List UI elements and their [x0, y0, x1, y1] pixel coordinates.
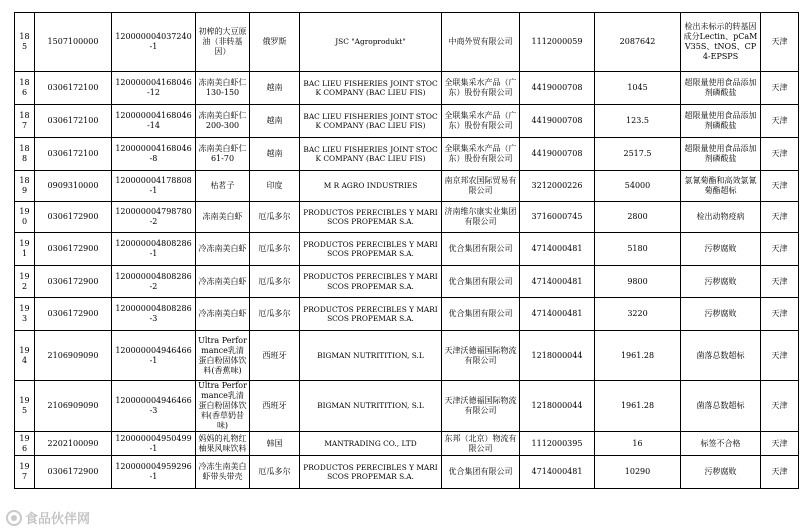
- rejection-reason-cell: 超限量使用食品添加剂磷酸盐: [681, 138, 761, 171]
- rejection-reason-cell: 氯氰菊酯和高效氯氰菊酯超标: [681, 171, 761, 202]
- record-code-cell: 120000004808286-2: [112, 266, 196, 298]
- hs-code-cell: 0306172900: [35, 456, 112, 489]
- row-number-cell: 187: [15, 105, 35, 138]
- importer-name-cell: 优合集团有限公司: [442, 233, 520, 266]
- hs-code-cell: 0306172100: [35, 105, 112, 138]
- row-number-cell: 185: [15, 13, 35, 72]
- quantity-cell: 2517.5: [595, 138, 681, 171]
- registration-number-cell: 1112000059: [520, 13, 595, 72]
- quantity-cell: 5180: [595, 233, 681, 266]
- importer-name-cell: 中商外贸有限公司: [442, 13, 520, 72]
- watermark: [6, 508, 90, 527]
- record-code-cell: 120000004946466-1: [112, 331, 196, 381]
- product-name-cell: Ultra Performance乳清蛋白粉固体饮料(香草奶昔味): [196, 381, 250, 432]
- record-code-cell: 120000004808286-1: [112, 233, 196, 266]
- producer-name-cell: BAC LIEU FISHERIES JOINT STOCK COMPANY (BAC LIEU FIS): [300, 138, 442, 171]
- product-name-cell: 冷冻南美白虾: [196, 298, 250, 331]
- hs-code-cell: 0909310000: [35, 171, 112, 202]
- record-code-cell: 120000004808286-3: [112, 298, 196, 331]
- port-cell: 天津: [761, 202, 799, 233]
- rejection-reason-cell: 污秽腐败: [681, 456, 761, 489]
- producer-name-cell: PRODUCTOS PERECIBLES Y MARISCOS PROPEMAR S.A.: [300, 202, 442, 233]
- importer-name-cell: 天津沃德福国际物流有限公司: [442, 331, 520, 381]
- rejection-table: [14, 12, 799, 489]
- registration-number-cell: 3212000226: [520, 171, 595, 202]
- hs-code-cell: 0306172900: [35, 298, 112, 331]
- hs-code-cell: 2106909090: [35, 331, 112, 381]
- product-name-cell: 枯茗子: [196, 171, 250, 202]
- origin-country-cell: 韩国: [250, 432, 300, 456]
- quantity-cell: 10290: [595, 456, 681, 489]
- importer-name-cell: 全联集采水产品（广东）股份有限公司: [442, 72, 520, 105]
- quantity-cell: 54000: [595, 171, 681, 202]
- row-number-cell: 190: [15, 202, 35, 233]
- row-number-cell: 195: [15, 381, 35, 432]
- origin-country-cell: 厄瓜多尔: [250, 456, 300, 489]
- registration-number-cell: 1112000395: [520, 432, 595, 456]
- producer-name-cell: BIGMAN NUTRITITION, S.L: [300, 331, 442, 381]
- hs-code-cell: 0306172100: [35, 138, 112, 171]
- hs-code-cell: 0306172900: [35, 233, 112, 266]
- origin-country-cell: 西班牙: [250, 381, 300, 432]
- record-code-cell: 120000004168046-12: [112, 72, 196, 105]
- producer-name-cell: M R AGRO INDUSTRIES: [300, 171, 442, 202]
- record-code-cell: 120000004178808-1: [112, 171, 196, 202]
- row-number-cell: 188: [15, 138, 35, 171]
- origin-country-cell: 厄瓜多尔: [250, 298, 300, 331]
- registration-number-cell: 4419000708: [520, 72, 595, 105]
- quantity-cell: 2800: [595, 202, 681, 233]
- record-code-cell: 120000004168046-14: [112, 105, 196, 138]
- origin-country-cell: 厄瓜多尔: [250, 202, 300, 233]
- registration-number-cell: 1218000044: [520, 331, 595, 381]
- rejection-reason-cell: 检出未标示的转基因成分Lectin、pCaMV35S、tNOS、CP4-EPSPS: [681, 13, 761, 72]
- origin-country-cell: 越南: [250, 138, 300, 171]
- hs-code-cell: 0306172900: [35, 202, 112, 233]
- port-cell: 天津: [761, 331, 799, 381]
- product-name-cell: Ultra Performance乳清蛋白粉固体饮料(香蕉味): [196, 331, 250, 381]
- row-number-cell: 196: [15, 432, 35, 456]
- quantity-cell: 1045: [595, 72, 681, 105]
- origin-country-cell: 越南: [250, 72, 300, 105]
- product-name-cell: 冷冻南美白虾: [196, 266, 250, 298]
- registration-number-cell: 4714000481: [520, 298, 595, 331]
- table-row: [15, 381, 799, 432]
- product-name-cell: 妈妈的礼物红柚果风味饮料: [196, 432, 250, 456]
- origin-country-cell: 印度: [250, 171, 300, 202]
- product-name-cell: 冻南美白虾仁61-70: [196, 138, 250, 171]
- rejection-reason-cell: 污秽腐败: [681, 266, 761, 298]
- rejection-reason-cell: 菌落总数超标: [681, 381, 761, 432]
- table-row: [15, 456, 799, 489]
- logo-icon: [6, 510, 22, 526]
- rejection-reason-cell: 超限量使用食品添加剂磷酸盐: [681, 72, 761, 105]
- product-name-cell: 初榨的大豆原油（非转基因）: [196, 13, 250, 72]
- table-row: [15, 331, 799, 381]
- quantity-cell: 2087642: [595, 13, 681, 72]
- table-row: [15, 72, 799, 105]
- port-cell: 天津: [761, 105, 799, 138]
- port-cell: 天津: [761, 233, 799, 266]
- record-code-cell: 120000004798780-2: [112, 202, 196, 233]
- hs-code-cell: 2202100090: [35, 432, 112, 456]
- watermark-text: 食品伙伴网: [25, 512, 91, 527]
- importer-name-cell: 东邦（北京）物流有限公司: [442, 432, 520, 456]
- registration-number-cell: 1218000044: [520, 381, 595, 432]
- table-row: [15, 266, 799, 298]
- quantity-cell: 9800: [595, 266, 681, 298]
- quantity-cell: 3220: [595, 298, 681, 331]
- record-code-cell: 120000004168046-8: [112, 138, 196, 171]
- producer-name-cell: BAC LIEU FISHERIES JOINT STOCK COMPANY (BAC LIEU FIS): [300, 72, 442, 105]
- importer-name-cell: 济南维尔康实业集团有限公司: [442, 202, 520, 233]
- origin-country-cell: 厄瓜多尔: [250, 266, 300, 298]
- port-cell: 天津: [761, 381, 799, 432]
- producer-name-cell: PRODUCTOS PERECIBLES Y MARISCOS PROPEMAR S.A.: [300, 266, 442, 298]
- table-row: [15, 13, 799, 72]
- row-number-cell: 197: [15, 456, 35, 489]
- registration-number-cell: 4714000481: [520, 266, 595, 298]
- registration-number-cell: 3716000745: [520, 202, 595, 233]
- registration-number-cell: 4419000708: [520, 105, 595, 138]
- port-cell: 天津: [761, 432, 799, 456]
- rejection-reason-cell: 超限量使用食品添加剂磷酸盐: [681, 105, 761, 138]
- quantity-cell: 1961.28: [595, 381, 681, 432]
- table-body: [15, 13, 799, 489]
- importer-name-cell: 优合集团有限公司: [442, 266, 520, 298]
- port-cell: 天津: [761, 138, 799, 171]
- row-number-cell: 191: [15, 233, 35, 266]
- port-cell: 天津: [761, 171, 799, 202]
- row-number-cell: 193: [15, 298, 35, 331]
- producer-name-cell: PRODUCTOS PERECIBLES Y MARISCOS PROPEMAR S.A.: [300, 233, 442, 266]
- product-name-cell: 冷冻生南美白虾带头带壳: [196, 456, 250, 489]
- inspection-record-sheet: [14, 12, 798, 489]
- quantity-cell: 123.5: [595, 105, 681, 138]
- producer-name-cell: PRODUCTOS PERECIBLES Y MARISCOS PROPEMAR S.A.: [300, 456, 442, 489]
- table-row: [15, 298, 799, 331]
- port-cell: 天津: [761, 298, 799, 331]
- quantity-cell: 1961.28: [595, 331, 681, 381]
- rejection-reason-cell: 标签不合格: [681, 432, 761, 456]
- port-cell: 天津: [761, 456, 799, 489]
- quantity-cell: 16: [595, 432, 681, 456]
- row-number-cell: 189: [15, 171, 35, 202]
- rejection-reason-cell: 污秽腐败: [681, 233, 761, 266]
- record-code-cell: 120000004946466-3: [112, 381, 196, 432]
- hs-code-cell: 2106909090: [35, 381, 112, 432]
- record-code-cell: 120000004950499-1: [112, 432, 196, 456]
- table-row: [15, 138, 799, 171]
- producer-name-cell: PRODUCTOS PERECIBLES Y MARISCOS PROPEMAR S.A.: [300, 298, 442, 331]
- importer-name-cell: 全联集采水产品（广东）股份有限公司: [442, 138, 520, 171]
- port-cell: 天津: [761, 72, 799, 105]
- product-name-cell: 冻南美白虾: [196, 202, 250, 233]
- record-code-cell: 120000004037240-1: [112, 13, 196, 72]
- port-cell: 天津: [761, 13, 799, 72]
- record-code-cell: 120000004959296-1: [112, 456, 196, 489]
- product-name-cell: 冻南美白虾仁200-300: [196, 105, 250, 138]
- producer-name-cell: JSC "Agroprodukt": [300, 13, 442, 72]
- registration-number-cell: 4419000708: [520, 138, 595, 171]
- producer-name-cell: BAC LIEU FISHERIES JOINT STOCK COMPANY (BAC LIEU FIS): [300, 105, 442, 138]
- table-row: [15, 432, 799, 456]
- hs-code-cell: 0306172100: [35, 72, 112, 105]
- product-name-cell: 冷冻南美白虾: [196, 233, 250, 266]
- table-row: [15, 202, 799, 233]
- row-number-cell: 186: [15, 72, 35, 105]
- rejection-reason-cell: 污秽腐败: [681, 298, 761, 331]
- origin-country-cell: 俄罗斯: [250, 13, 300, 72]
- registration-number-cell: 4714000481: [520, 233, 595, 266]
- importer-name-cell: 优合集团有限公司: [442, 456, 520, 489]
- table-row: [15, 105, 799, 138]
- origin-country-cell: 厄瓜多尔: [250, 233, 300, 266]
- hs-code-cell: 0306172900: [35, 266, 112, 298]
- product-name-cell: 冻南美白虾仁130-150: [196, 72, 250, 105]
- registration-number-cell: 4714000481: [520, 456, 595, 489]
- origin-country-cell: 越南: [250, 105, 300, 138]
- hs-code-cell: 1507100000: [35, 13, 112, 72]
- rejection-reason-cell: 检出动物疫病: [681, 202, 761, 233]
- table-row: [15, 233, 799, 266]
- row-number-cell: 192: [15, 266, 35, 298]
- origin-country-cell: 西班牙: [250, 331, 300, 381]
- importer-name-cell: 优合集团有限公司: [442, 298, 520, 331]
- row-number-cell: 194: [15, 331, 35, 381]
- table-row: [15, 171, 799, 202]
- importer-name-cell: 全联集采水产品（广东）股份有限公司: [442, 105, 520, 138]
- producer-name-cell: BIGMAN NUTRITITION, S.L: [300, 381, 442, 432]
- producer-name-cell: MANTRADING CO., LTD: [300, 432, 442, 456]
- importer-name-cell: 天津沃德福国际物流有限公司: [442, 381, 520, 432]
- importer-name-cell: 南京邦农国际贸易有限公司: [442, 171, 520, 202]
- port-cell: 天津: [761, 266, 799, 298]
- rejection-reason-cell: 菌落总数超标: [681, 331, 761, 381]
